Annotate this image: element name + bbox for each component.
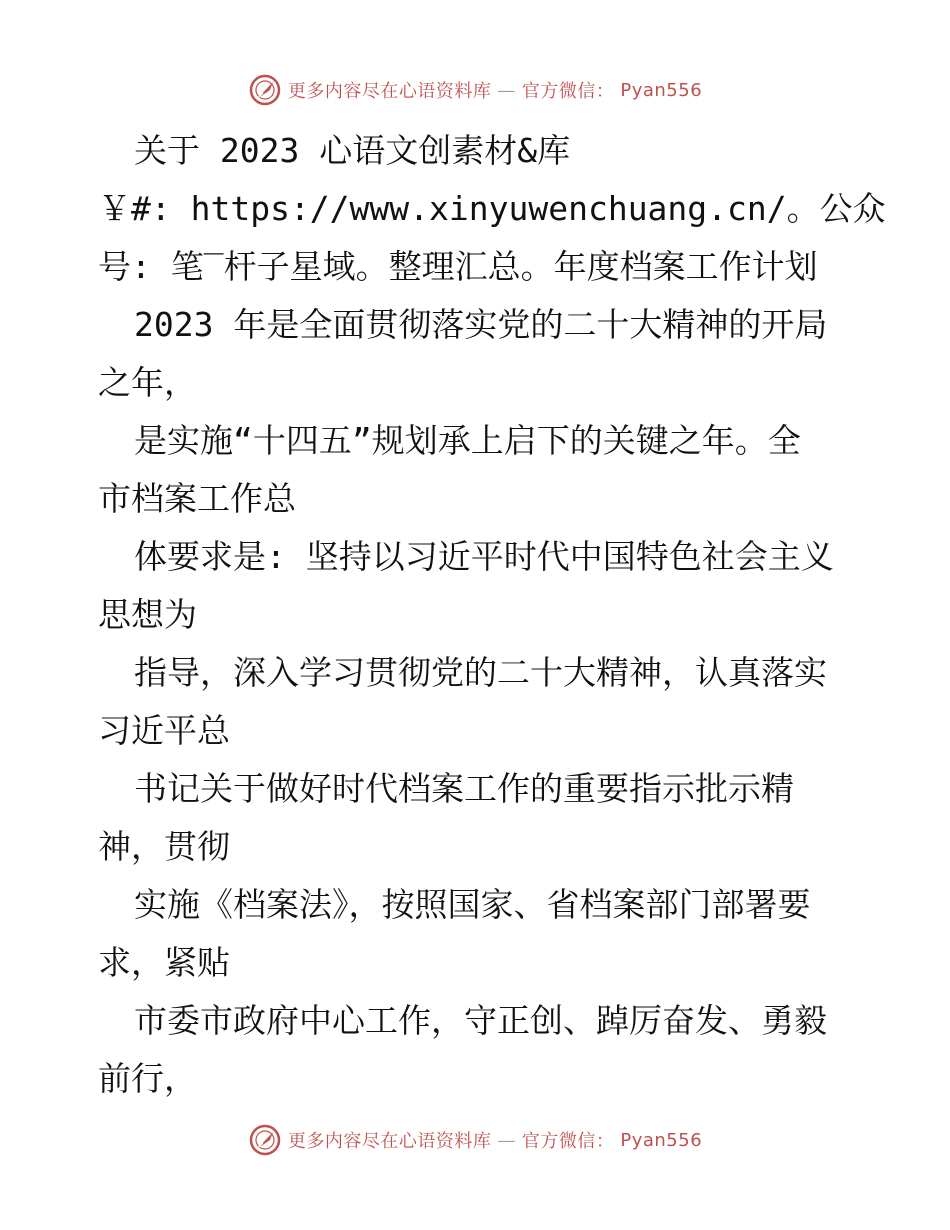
watermark-text: 更多内容尽在心语资料库: [287, 1131, 492, 1152]
text-line: 书记关于做好时代档案工作的重要指示批示精: [134, 769, 794, 808]
text-line: ￥#: https://www.xinyuwenchuang.cn/。公众: [98, 189, 886, 228]
header-watermark: [0, 70, 950, 110]
watermark-wechat-id: Pyan556: [620, 79, 703, 101]
text-line: 思想为: [98, 595, 197, 634]
text-line: 市委市政府中心工作，守正创、踔厉奋发、勇毅: [134, 1001, 827, 1040]
text-line: 指导，深入学习贯彻党的二十大精神，认真落实: [134, 653, 827, 692]
footer-watermark: [0, 1120, 950, 1160]
text-line: 前行，: [98, 1059, 197, 1098]
text-line: 关于 2023 心语文创素材&库: [134, 131, 571, 170]
text-line: 之年，: [98, 363, 197, 402]
quill-logo-icon: [248, 73, 282, 107]
document-body: [98, 122, 886, 1108]
watermark-wechat-id: Pyan556: [620, 1129, 703, 1151]
text-line: 市档案工作总: [98, 479, 296, 518]
watermark-separator: —: [497, 1129, 516, 1151]
text-line: 2023 年是全面贯彻落实党的二十大精神的开局: [134, 305, 828, 344]
text-line: 号: 笔‾杆子星域。整理汇总。年度档案工作计划: [98, 247, 818, 286]
text-line: 求，紧贴: [98, 943, 230, 982]
text-line: 实施《档案法》，按照国家、省档案部门部署要: [134, 885, 811, 924]
text-line: 是实施“十四五”规划承上启下的关键之年。全: [134, 421, 801, 460]
quill-logo-icon: [248, 1123, 282, 1157]
watermark-text: 更多内容尽在心语资料库: [287, 81, 492, 102]
watermark-separator: —: [497, 79, 516, 101]
watermark-wechat-label: 官方微信：: [521, 1131, 615, 1152]
text-line: 神，贯彻: [98, 827, 230, 866]
watermark-wechat-label: 官方微信：: [521, 81, 615, 102]
text-line: 体要求是: 坚持以习近平时代中国特色社会主义: [134, 537, 834, 576]
text-line: 习近平总: [98, 711, 230, 750]
